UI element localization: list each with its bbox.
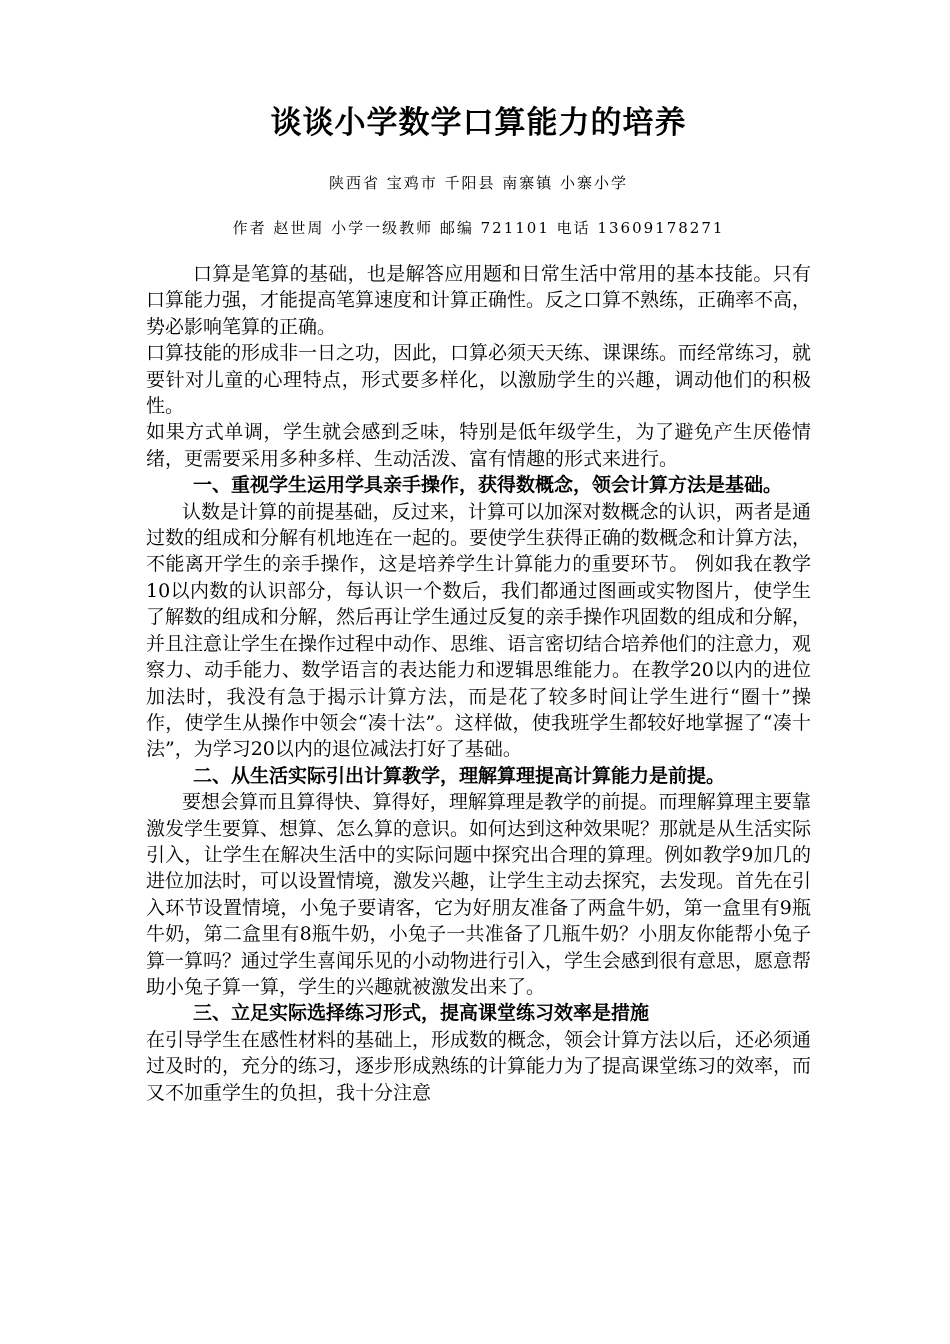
paragraph-section-3: 在引导学生在感性材料的基础上，形成数的概念，领会计算方法以后，还必须通过及时的，充分的练习，逐步形成熟练的计算能力为了提高课堂练习的效率，而又不加重学生的负担，我十分注意 xyxy=(146,1028,812,1104)
author-info: 作者 赵世周 小学一级教师 邮编 721101 电话 13609178271 xyxy=(232,219,725,237)
paragraph-section-1: 认数是计算的前提基础，反过来，计算可以加深对数概念的认识，两者是通过数的组成和分解有机地连在一起的。要使学生获得正确的数概念和计算方法，不能离开学生的亲手操作，这是培养学生计算能力的重要环节。 例如我在教学10以内数的认识部分，每认识一个数后，我们都通过图画或实物图片，使学生了解数的组成和分解，然后再让学生通过反复的亲手操作巩固数的组成和分解，并且注意让学生在操作过程中动作、思维、语言密切结合培养他们的注意力，观察力、动手能力、数学语言的表达能力和逻辑思维能力。在教学20以内的进位加法时，我没有急于揭示计算方法，而是花了较多时间让学生进行“圈十”操作，使学生从操作中领会“凑十法”。这样做，使我班学生都较好地掌握了“凑十法”，为学习20以内的退位减法打好了基础。 xyxy=(146,500,812,761)
paragraph-variety: 如果方式单调，学生就会感到乏味，特别是低年级学生，为了避免产生厌倦情绪，更需要采用多种多样、生动活泼、富有情趣的形式来进行。 xyxy=(146,421,811,470)
paragraph-section-2: 要想会算而且算得快、算得好，理解算理是教学的前提。而理解算理主要靠激发学生要算、想算、怎么算的意识。如何达到这种效果呢？那就是从生活实际引入，让学生在解决生活中的实际问题中探究出合理的算理。例如教学9加几的进位加法时，可以设置情境，激发兴趣，让学生主动去探究，去发现。首先在引入环节设置情境，小兔子要请客，它为好朋友准备了两盒牛奶，第一盒里有9瓶牛奶，第二盒里有8瓶牛奶，小兔子一共准备了几瓶牛奶？小朋友你能帮小兔子算一算吗？通过学生喜闻乐见的小动物进行引入，学生会感到很有意思，愿意帮助小兔子算一算，学生的兴趣就被激发出来了。 xyxy=(146,791,812,998)
section-heading-1: 一、重视学生运用学具亲手操作，获得数概念，领会计算方法是基础。 xyxy=(193,474,783,497)
document-title: 谈谈小学数学口算能力的培养 xyxy=(270,105,687,141)
school-location: 陕西省 宝鸡市 千阳县 南寨镇 小寨小学 xyxy=(328,174,629,192)
section-heading-3: 三、立足实际选择练习形式，提高课堂练习效率是措施 xyxy=(193,1002,650,1025)
paragraph-practice: 口算技能的形成非一日之功，因此，口算必须天天练、课课练。而经常练习，就要针对儿童的心理特点，形式要多样化，以激励学生的兴趣，调动他们的积极性。 xyxy=(146,342,812,418)
paragraph-intro: 口算是笔算的基础，也是解答应用题和日常生活中常用的基本技能。只有口算能力强，才能提高笔算速度和计算正确性。反之口算不熟练，正确率不高，势必影响笔算的正确。 xyxy=(146,263,812,338)
section-heading-2: 二、从生活实际引出计算教学，理解算理提高计算能力是前提。 xyxy=(193,764,726,787)
document-body xyxy=(146,261,811,1106)
